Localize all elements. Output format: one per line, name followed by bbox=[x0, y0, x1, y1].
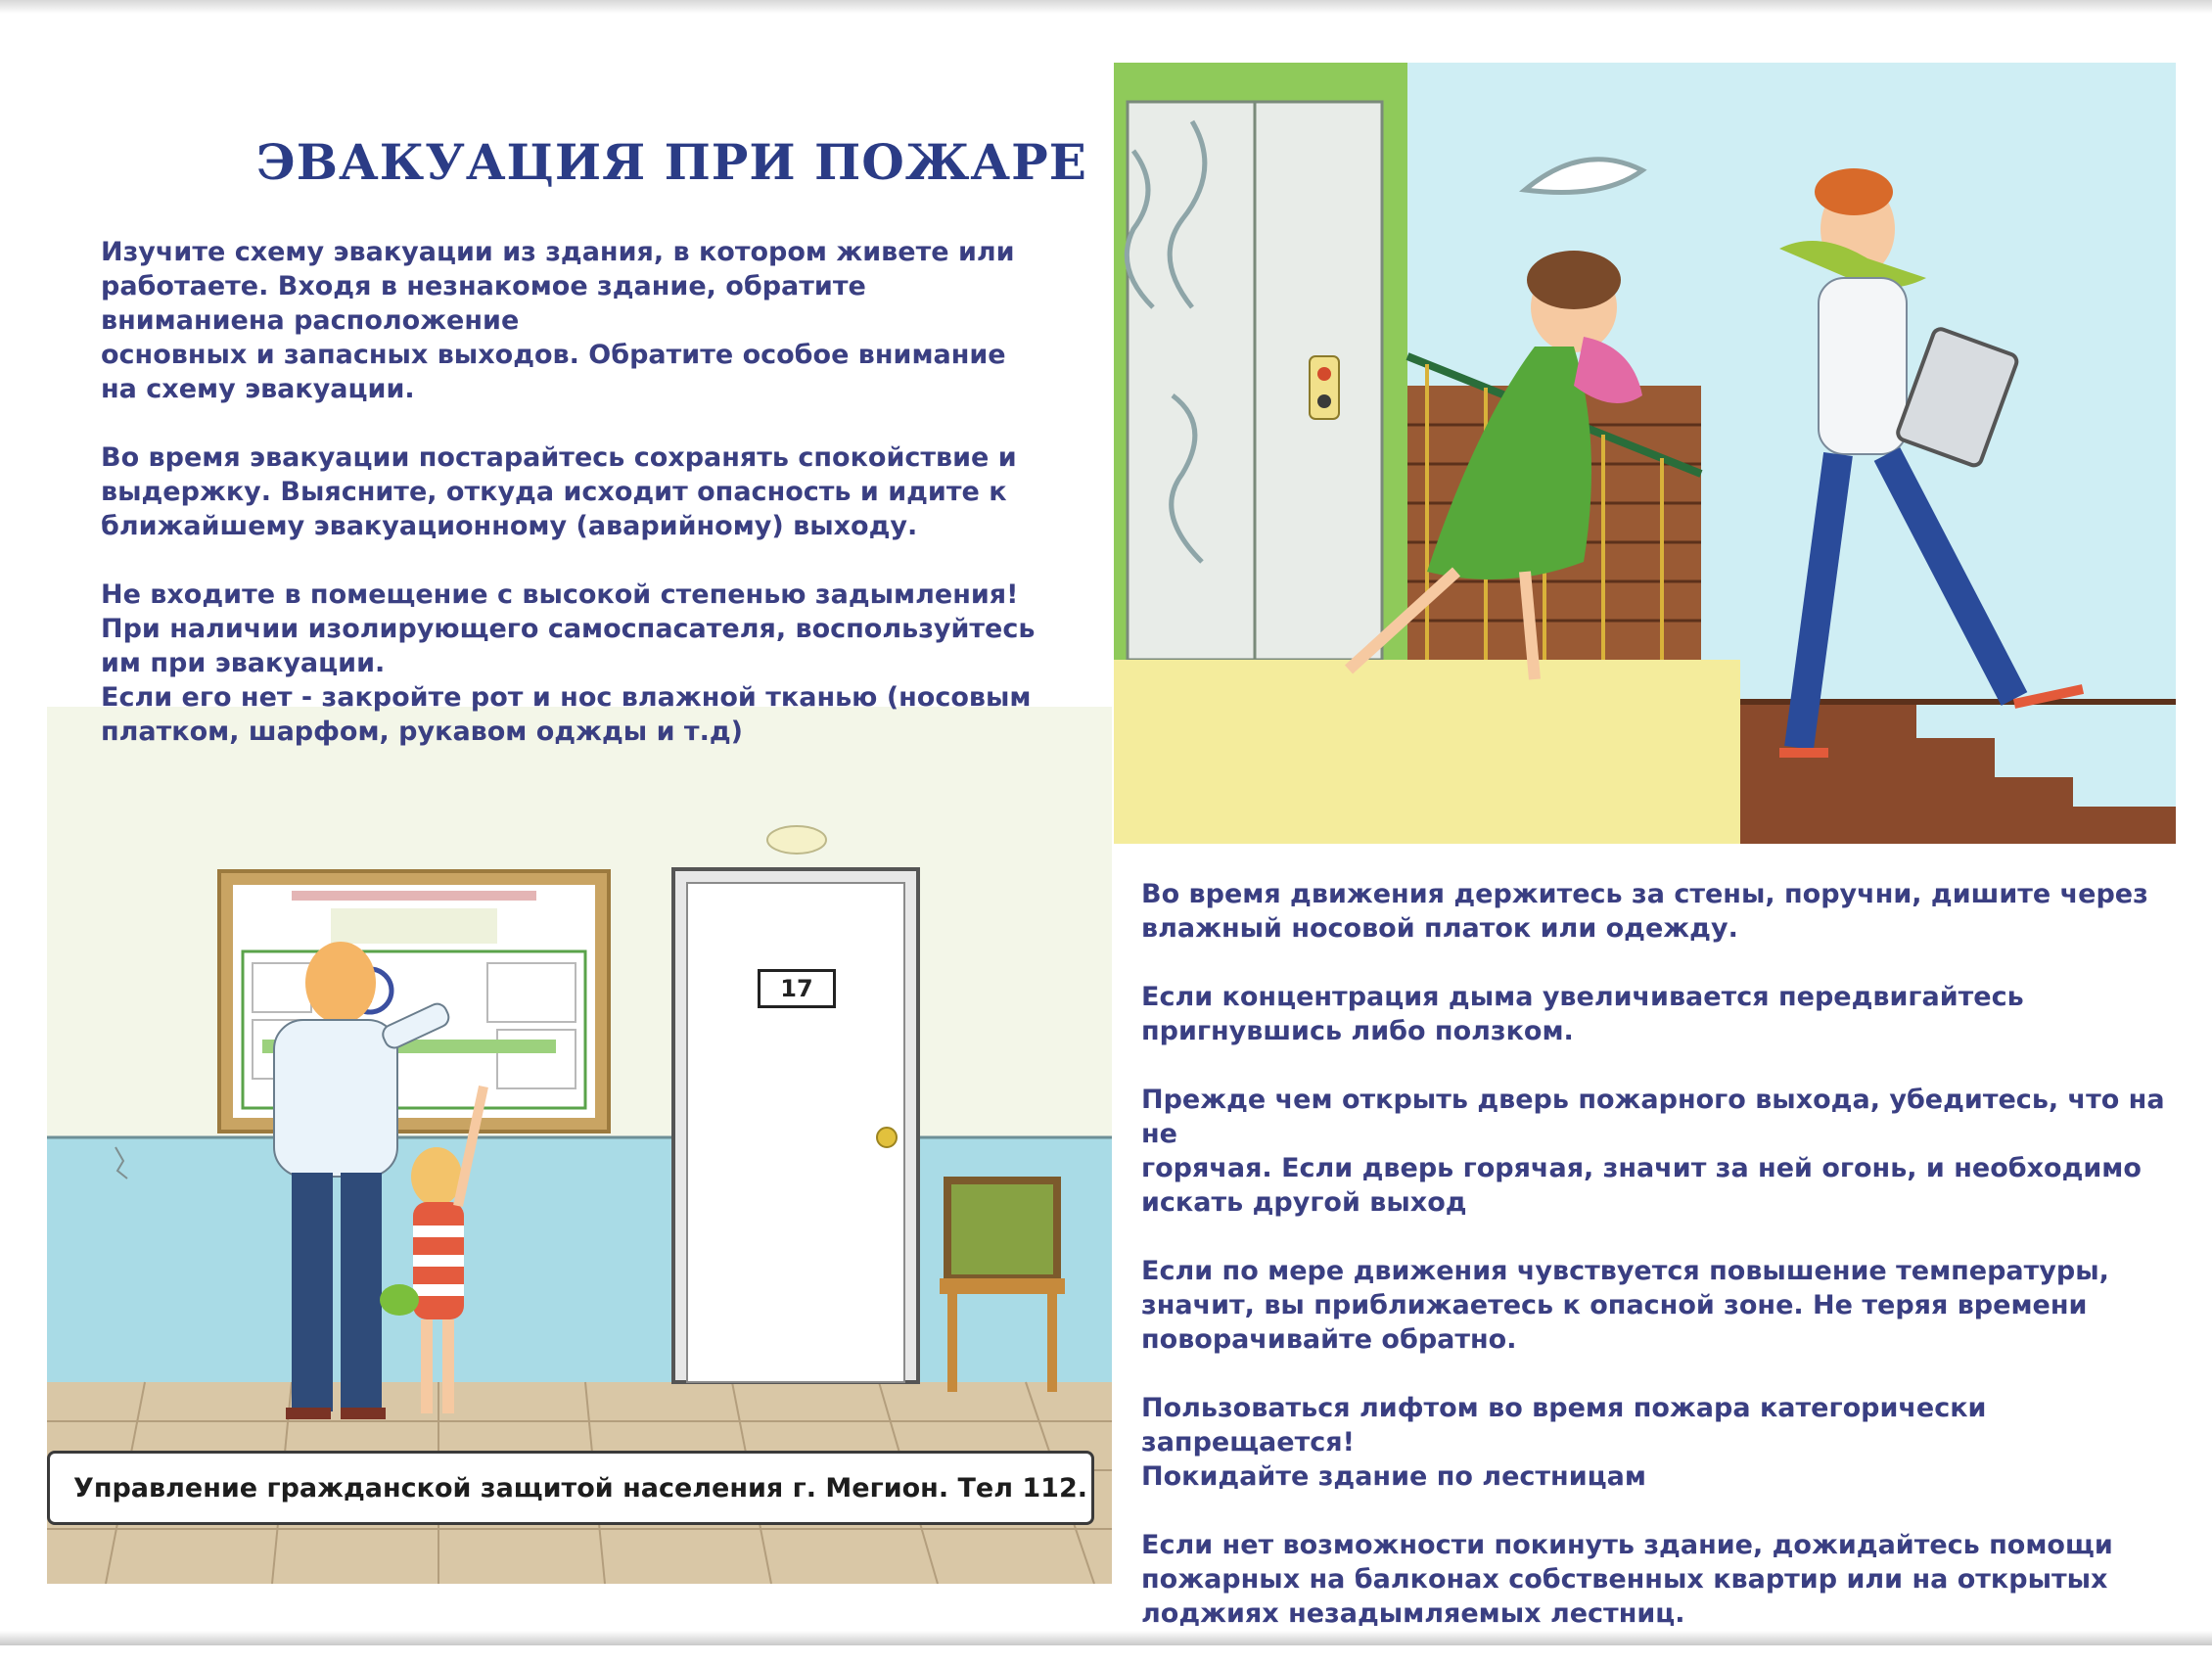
page-edge-bottom bbox=[0, 1631, 2212, 1645]
footer-contact-box bbox=[47, 1451, 1094, 1525]
stair-escape-scene bbox=[1114, 63, 2176, 844]
right-paragraph: Прежде чем открыть дверь пожарного выхода, убедитесь, что на не горячая. Если дверь горячая, значит за ней огонь, и необходимо искать другой выход bbox=[1141, 1085, 2165, 1218]
left-instructions bbox=[101, 235, 1080, 783]
footer-contact-text: Управление гражданской защитой населения г. Мегион. Тел 112. bbox=[73, 1473, 1088, 1503]
right-paragraph: Если по мере движения чувствуется повышение температуры, значит, вы приближаетесь к опасной зоне. Не теряя времени поворачивайте обратно. bbox=[1141, 1256, 2109, 1355]
door-number-plate: 17 bbox=[758, 969, 836, 1008]
page-edge-top bbox=[0, 0, 2212, 14]
left-paragraph: Не входите в помещение с высокой степенью задымления! При наличии изолирующего самоспасателя, воспользуйтесь им при эвакуации. Если его нет - закройте рот и нос влажной тканью (носовым платком, шарфом, рукавом оджды и т.д) bbox=[101, 579, 1036, 747]
right-instructions bbox=[1141, 877, 2179, 1665]
ceiling-lamp-icon bbox=[767, 826, 826, 854]
elevator-door-icon bbox=[1128, 102, 1382, 660]
left-paragraph: Изучите схему эвакуации из здания, в котором живете или работаете. Входя в незнакомое здание, обратите вниманиена расположение основных и запасных выходов. Обратите особое внимание на схему эвакуации. bbox=[101, 237, 1015, 404]
right-paragraph: Пользоваться лифтом во время пожара категорически запрещается! Покидайте здание по лестницам bbox=[1141, 1393, 1987, 1492]
page-title: ЭВАКУАЦИЯ ПРИ ПОЖАРЕ bbox=[256, 133, 1087, 191]
left-paragraph: Во время эвакуации постарайтесь сохранять спокойствие и выдержку. Выясните, откуда исходит опасность и идите к ближайшему эвакуационному (аварийному) выходу. bbox=[101, 442, 1017, 541]
right-paragraph: Во время движения держитесь за стены, поручни, дишите через влажный носовой платок или одежду. bbox=[1141, 879, 2148, 944]
door-icon bbox=[673, 869, 918, 1382]
right-paragraph: Если концентрация дыма увеличивается передвигайтесь пригнувшись либо ползком. bbox=[1141, 982, 2024, 1046]
right-paragraph: Если нет возможности покинуть здание, дожидайтесь помощи пожарных на балконах собственных квартир или на открытых лоджиях незадымляемых лестниц. bbox=[1141, 1530, 2113, 1629]
